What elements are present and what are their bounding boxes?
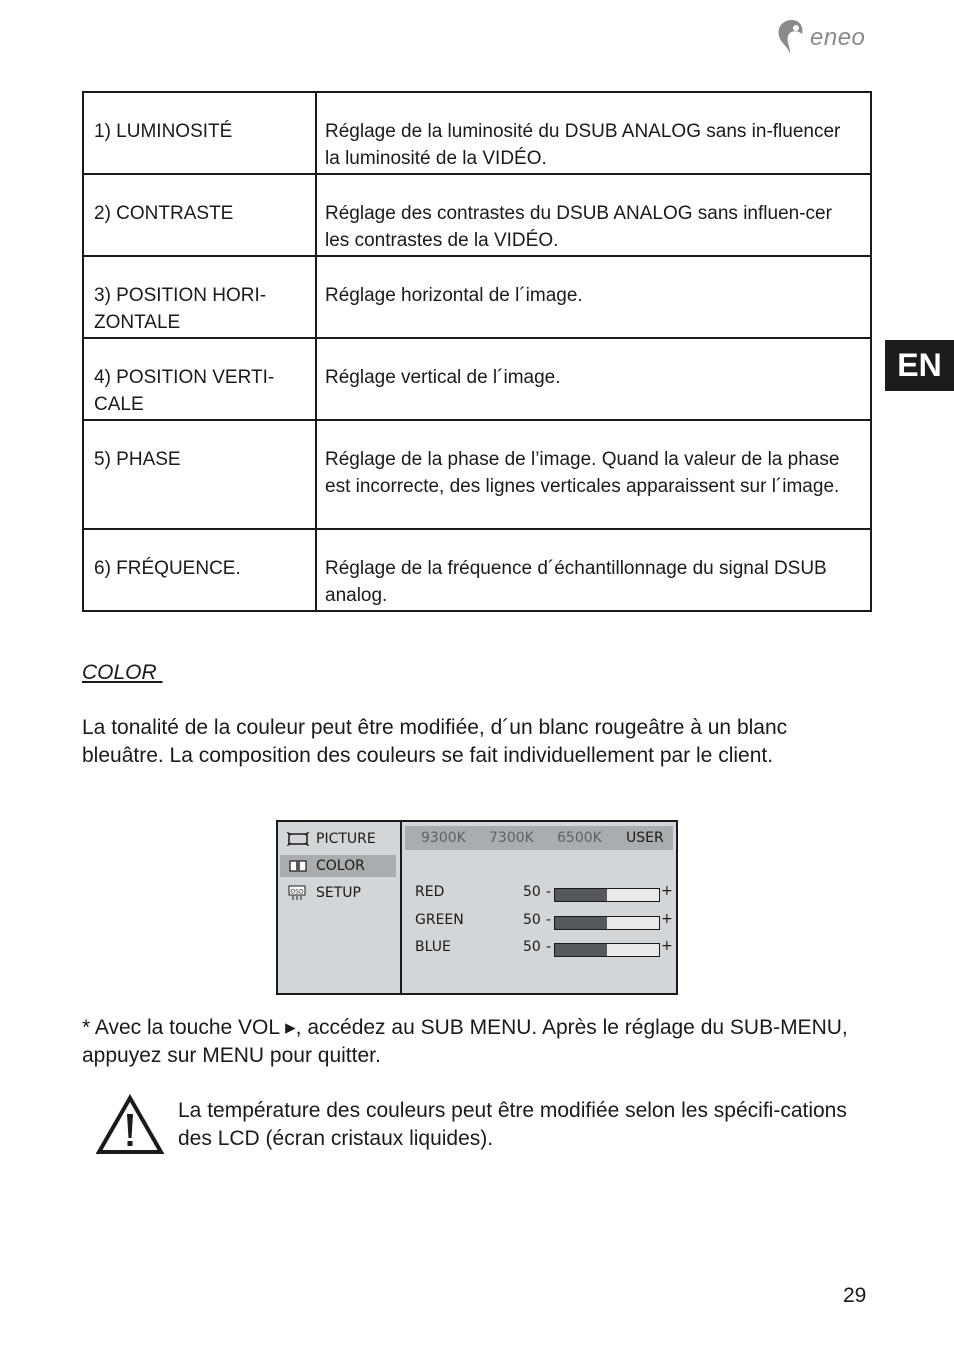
increase-sign[interactable]: + — [661, 883, 673, 899]
warning-text: La température des couleurs peut être modifiée selon les spécifi-cations des LCD (écran cristaux liquides). — [178, 1099, 847, 1150]
osd-menu-label: COLOR — [316, 858, 365, 874]
slider-label: BLUE — [415, 939, 451, 955]
slider-value: 50 — [523, 939, 541, 955]
warning-triangle-icon — [96, 1094, 164, 1156]
svg-text:OSD: OSD — [290, 888, 304, 896]
table-row — [83, 420, 871, 529]
slider-label: GREEN — [415, 912, 464, 928]
osd-menu-item-color[interactable] — [280, 855, 396, 877]
increase-sign[interactable]: + — [661, 938, 673, 954]
osd-menu-item-picture[interactable] — [280, 828, 396, 850]
setting-description-cell: Réglage horizontal de l´image. — [316, 256, 871, 338]
logo-wordmark: eneo — [810, 24, 866, 51]
osd-menu-label: PICTURE — [316, 831, 376, 847]
slider-value: 50 — [523, 912, 541, 928]
slider-value: 50 — [523, 884, 541, 900]
setting-name-cell: 2) CONTRASTE — [83, 174, 316, 256]
tab-9300k[interactable]: 9300K — [421, 830, 466, 846]
table-row — [83, 174, 871, 256]
osd-sidebar — [278, 822, 402, 993]
setting-description-cell: Réglage des contrastes du DSUB ANALOG sans influen-cer les contrastes de la VIDÉO. — [316, 174, 871, 256]
increase-sign[interactable]: + — [661, 911, 673, 927]
red-slider-row — [415, 884, 673, 904]
setting-name-cell: 4) POSITION VERTI-CALE — [83, 338, 316, 420]
blue-slider-row — [415, 939, 673, 959]
language-tab: EN — [885, 340, 954, 391]
color-temperature-tabs — [405, 826, 673, 850]
page-number: 29 — [843, 1284, 867, 1307]
color-section-heading: COLOR — [82, 661, 163, 684]
setting-name-cell: 5) PHASE — [83, 420, 316, 529]
setting-description-cell: Réglage vertical de l´image. — [316, 338, 871, 420]
green-slider[interactable] — [554, 916, 660, 930]
eneo-swirl-logo-icon — [776, 18, 808, 56]
slider-label: RED — [415, 884, 445, 900]
setting-description-cell: Réglage de la fréquence d´échantillonnage du signal DSUB analog. — [316, 529, 871, 611]
slider-fill — [555, 917, 607, 929]
settings-table — [82, 91, 872, 612]
decrease-sign[interactable]: - — [546, 912, 552, 928]
osd-setup-icon — [287, 886, 309, 900]
red-slider[interactable] — [554, 888, 660, 902]
setting-name-cell: 3) POSITION HORI-ZONTALE — [83, 256, 316, 338]
osd-menu-screenshot — [276, 820, 678, 995]
table-row — [83, 256, 871, 338]
color-icon — [287, 859, 309, 873]
green-slider-row — [415, 912, 673, 932]
decrease-sign[interactable]: - — [546, 939, 552, 955]
setting-description-cell: Réglage de la luminosité du DSUB ANALOG sans in-fluencer la luminosité de la VIDÉO. — [316, 92, 871, 174]
setting-name-cell: 6) FRÉQUENCE. — [83, 529, 316, 611]
tab-user[interactable]: USER — [626, 830, 664, 846]
tab-7300k[interactable]: 7300K — [489, 830, 534, 846]
decrease-sign[interactable]: - — [546, 884, 552, 900]
setting-name-cell: 1) LUMINOSITÉ — [83, 92, 316, 174]
slider-fill — [555, 944, 607, 956]
table-row — [83, 529, 871, 611]
submenu-instruction: * Avec la touche VOL ▸, accédez au SUB MENU. Après le réglage du SUB-MENU, appuyez sur MENU pour quitter. — [82, 1016, 848, 1067]
picture-monitor-icon — [287, 832, 309, 846]
slider-fill — [555, 889, 607, 901]
color-description: La tonalité de la couleur peut être modifiée, d´un blanc rougeâtre à un blanc bleuâtre. La composition des couleurs se fait individuellement par le client. — [82, 716, 788, 767]
osd-menu-label: SETUP — [316, 885, 361, 901]
tab-6500k[interactable]: 6500K — [557, 830, 602, 846]
osd-menu-item-setup[interactable] — [280, 882, 396, 904]
table-row — [83, 338, 871, 420]
table-row — [83, 92, 871, 174]
setting-description-cell: Réglage de la phase de l’image. Quand la valeur de la phase est incorrecte, des lignes verticales apparaissent sur l´image. — [316, 420, 871, 529]
blue-slider[interactable] — [554, 943, 660, 957]
brand-logo — [776, 18, 886, 58]
